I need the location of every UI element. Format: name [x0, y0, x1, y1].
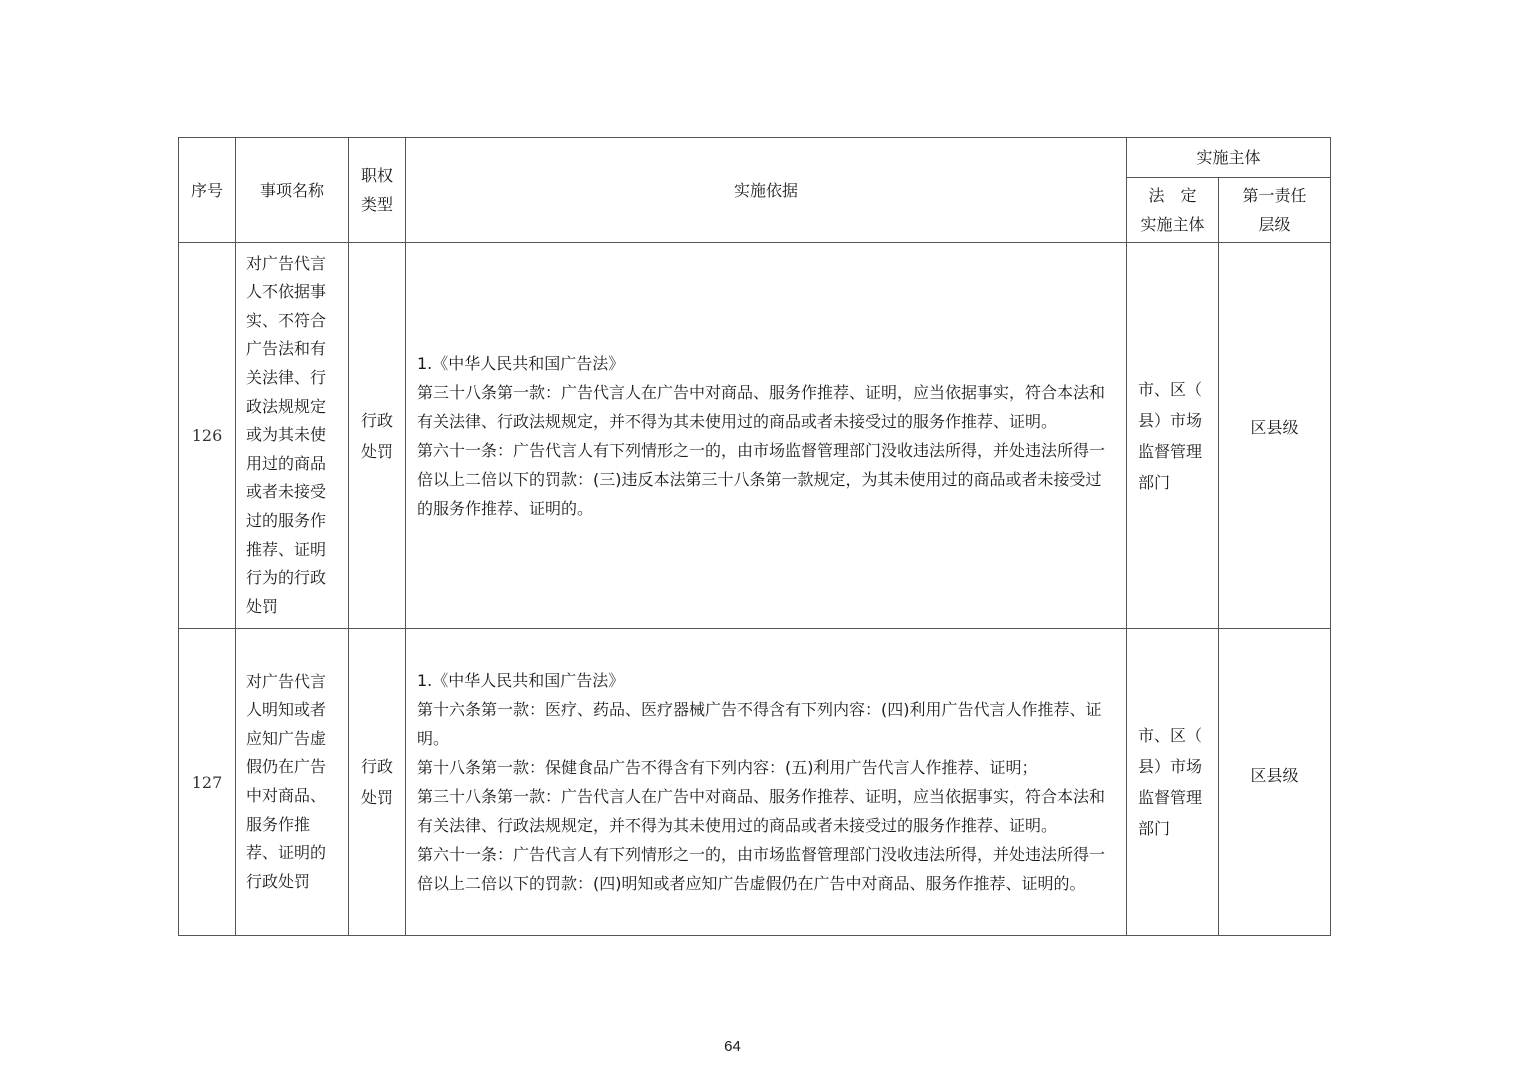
basis-paragraph: 第六十一条：广告代言人有下列情形之一的，由市场监督管理部门没收违法所得，并处违法所得一倍以上二倍以下的罚款：(三)违反本法第三十八条第一款规定，为其未使用过的商品或者未接受过的服务作推荐、证明的。	[417, 440, 1106, 518]
row-legal-subject	[1127, 629, 1219, 936]
legal-subject-line: 市、区（	[1138, 726, 1203, 745]
legal-subject-line: 部门	[1138, 472, 1171, 492]
header-level-line1: 第一责任	[1242, 186, 1307, 205]
responsibility-level-text: 区县级	[1250, 766, 1299, 785]
header-type-line2: 类型	[360, 195, 393, 214]
item-name-line: 中对商品、	[246, 786, 327, 805]
item-name-line: 人明知或者	[246, 700, 327, 720]
authority-type-line: 处罚	[360, 788, 393, 807]
header-seq: 序号	[179, 138, 236, 243]
row-seq: 127	[179, 629, 236, 936]
item-name-line: 关法律、行	[246, 368, 327, 388]
item-name-line: 实、不符合	[246, 310, 327, 330]
item-name-line: 应知广告虚	[246, 728, 327, 748]
item-name-line: 对广告代言	[246, 253, 327, 273]
row-authority-type	[349, 629, 406, 936]
row-seq: 126	[179, 243, 236, 629]
row-responsibility-level	[1219, 629, 1331, 936]
legal-subject-line: 县）市场	[1138, 757, 1203, 776]
item-name-line: 处罚	[246, 596, 279, 616]
header-name: 事项名称	[236, 138, 349, 243]
header-type-line1: 职权	[360, 166, 393, 185]
legal-subject-line: 监督管理	[1138, 441, 1203, 461]
header-level-line2: 层级	[1258, 215, 1291, 234]
legal-subject-line: 监督管理	[1138, 788, 1203, 807]
basis-paragraph: 1.《中华人民共和国广告法》	[417, 353, 625, 373]
table-row	[179, 629, 1331, 936]
header-legal-subject	[1127, 178, 1219, 243]
row-item-name	[236, 243, 349, 629]
row-authority-type	[349, 243, 406, 629]
header-level	[1219, 178, 1331, 243]
legal-subject-line: 县）市场	[1138, 410, 1203, 430]
row-legal-subject	[1127, 243, 1219, 629]
item-name-line: 行政处罚	[246, 871, 311, 891]
header-row	[179, 138, 1331, 178]
basis-paragraph: 第六十一条：广告代言人有下列情形之一的，由市场监督管理部门没收违法所得，并处违法所得一倍以上二倍以下的罚款：(四)明知或者应知广告虚假仍在广告中对商品、服务作推荐、证明的。	[417, 845, 1106, 893]
regulation-table	[178, 137, 1331, 936]
row-legal-basis	[406, 243, 1127, 629]
header-legal-subject-line2: 实施主体	[1140, 215, 1205, 234]
header-subject-group: 实施主体	[1127, 138, 1331, 178]
item-name-line: 过的服务作	[246, 510, 327, 530]
basis-paragraph: 第三十八条第一款：广告代言人在广告中对商品、服务作推荐、证明，应当依据事实，符合本法和有关法律、行政法规规定，并不得为其未使用过的商品或者未接受过的服务作推荐、证明。	[417, 382, 1106, 431]
row-legal-basis	[406, 629, 1127, 936]
basis-paragraph: 第十八条第一款：保健食品广告不得含有下列内容：(五)利用广告代言人作推荐、证明；	[417, 758, 1038, 777]
item-name-line: 假仍在广告	[246, 757, 327, 777]
basis-paragraph: 第三十八条第一款：广告代言人在广告中对商品、服务作推荐、证明，应当依据事实，符合本法和有关法律、行政法规规定，并不得为其未使用过的商品或者未接受过的服务作推荐、证明。	[417, 787, 1106, 835]
table-row	[179, 243, 1331, 629]
item-name-line: 或为其未使	[246, 425, 327, 445]
row-responsibility-level	[1219, 243, 1331, 629]
legal-subject-line: 部门	[1138, 819, 1171, 838]
authority-type-line: 处罚	[360, 441, 393, 461]
item-name-line: 人不依据事	[246, 282, 327, 302]
header-legal-subject-line1: 法 定	[1148, 186, 1197, 205]
header-basis: 实施依据	[406, 138, 1127, 243]
item-name-line: 服务作推	[246, 814, 311, 834]
item-name-line: 广告法和有	[246, 339, 327, 359]
item-name-line: 对广告代言	[246, 671, 327, 691]
basis-paragraph: 第十六条第一款：医疗、药品、医疗器械广告不得含有下列内容：(四)利用广告代言人作推荐、证明。	[417, 700, 1102, 748]
header-type	[349, 138, 406, 243]
page-number: 64	[724, 1038, 741, 1055]
item-name-line: 行为的行政	[246, 568, 327, 588]
item-name-line: 荐、证明的	[246, 843, 327, 863]
authority-type-line: 行政	[360, 757, 393, 776]
responsibility-level-text: 区县级	[1250, 418, 1299, 437]
basis-paragraph: 1.《中华人民共和国广告法》	[417, 671, 625, 690]
item-name-line: 用过的商品	[246, 453, 327, 473]
item-name-line: 政法规规定	[246, 396, 327, 416]
item-name-line: 推荐、证明	[246, 539, 327, 559]
authority-type-line: 行政	[360, 410, 393, 430]
item-name-line: 或者未接受	[246, 482, 327, 502]
row-item-name	[236, 629, 349, 936]
legal-subject-line: 市、区（	[1138, 379, 1203, 399]
